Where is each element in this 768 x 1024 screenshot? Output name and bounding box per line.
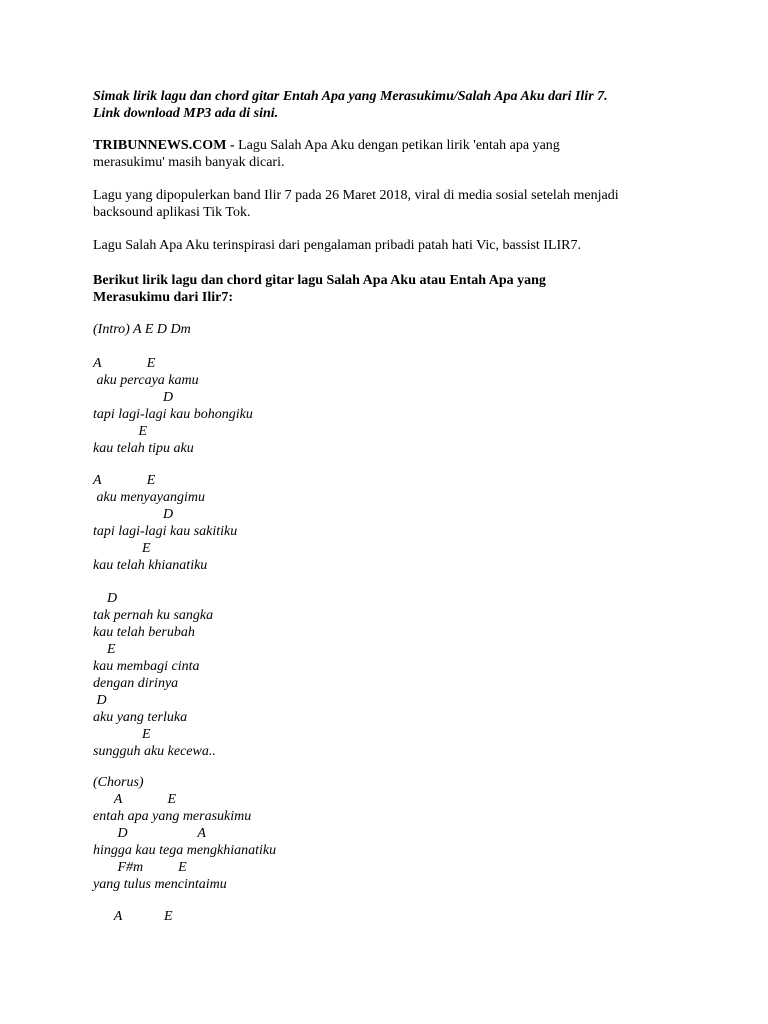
lyric-line: sungguh aku kecewa.. [93,744,216,759]
chord-line: A E [93,356,156,371]
chord-line: D A [93,826,206,841]
chord-line: E [93,727,151,742]
final-chords [93,908,173,925]
lyrics-heading [93,272,546,306]
lyric-line: tapi lagi-lagi kau sakitiku [93,524,238,539]
chord-line: E [93,642,116,657]
paragraph-text: backsound aplikasi Tik Tok. [93,205,251,220]
paragraph-text: Lagu yang dipopulerkan band Ilir 7 pada 26 Maret 2018, viral di media sosial setelah menjadi [93,188,619,203]
paragraph-text: merasukimu' masih banyak dicari. [93,155,285,170]
lyric-line: yang tulus mencintaimu [93,877,227,892]
lyric-line: aku menyayangimu [93,490,205,505]
lyric-line: kau telah khianatiku [93,558,208,573]
intro-chords: (Intro) A E D Dm [93,322,191,337]
lyric-line: hingga kau tega mengkhianatiku [93,843,277,858]
lyric-line: kau telah berubah [93,625,195,640]
heading-line: Merasukimu dari Ilir7: [93,290,233,305]
verse-1 [93,355,253,457]
bridge [93,590,216,760]
chord-line: D [93,591,118,606]
paragraph-text: Lagu Salah Apa Aku dengan petikan lirik 'entah apa yang [238,138,560,153]
chord-line: A E [93,792,177,807]
chord-line: D [93,390,174,405]
section-label: (Chorus) [93,775,144,790]
paragraph-text: Lagu Salah Apa Aku terinspirasi dari pengalaman pribadi patah hati Vic, bassist ILIR7. [93,238,582,253]
lyric-line: kau telah tipu aku [93,441,194,456]
chord-line: A E [93,909,173,924]
chord-line: E [93,424,148,439]
lyric-line: tapi lagi-lagi kau bohongiku [93,407,253,422]
lyric-line: kau membagi cinta [93,659,200,674]
lyric-line: entah apa yang merasukimu [93,809,252,824]
chord-line: D [93,693,107,708]
lyric-line: tak pernah ku sangka [93,608,214,623]
chord-line: A E [93,473,156,488]
heading-line: Berikut lirik lagu dan chord gitar lagu Salah Apa Aku atau Entah Apa yang [93,273,546,288]
chord-line: D [93,507,174,522]
chord-line: F#m E [93,860,187,875]
paragraph-1 [93,137,560,171]
intro-line: Link download MP3 ada di sini. [93,106,279,121]
lyric-line: aku yang terluka [93,710,188,725]
chorus [93,774,276,893]
source-label: TRIBUNNEWS.COM - [93,138,235,153]
song-intro [93,321,191,338]
article-intro [93,88,608,122]
lyric-line: aku percaya kamu [93,373,199,388]
intro-line: Simak lirik lagu dan chord gitar Entah Apa yang Merasukimu/Salah Apa Aku dari Ilir 7. [93,89,608,104]
chord-line: E [93,541,151,556]
paragraph-3 [93,237,581,254]
verse-2 [93,472,237,574]
paragraph-2 [93,187,619,221]
lyric-line: dengan dirinya [93,676,179,691]
